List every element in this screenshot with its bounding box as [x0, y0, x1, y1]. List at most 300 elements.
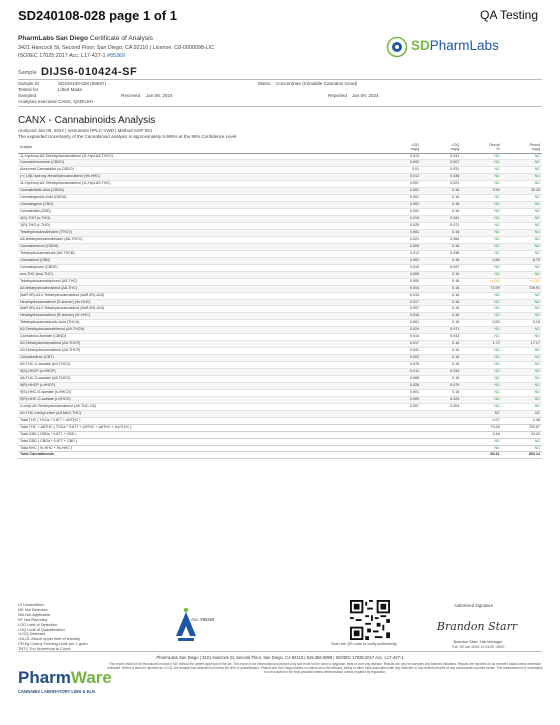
table-row — [18, 167, 542, 174]
cell-result-mg: 17.17 — [502, 341, 542, 348]
cell-lod: 0.013 — [381, 292, 421, 299]
cell-loq: 0.021 — [421, 181, 461, 188]
table-row — [18, 389, 542, 396]
cell-result-mg: ND — [502, 327, 542, 334]
pharmware-logo — [18, 668, 112, 688]
cell-result-pct: ND — [461, 396, 501, 403]
total-mg: 2.46 — [502, 417, 542, 424]
cell-loq: 0.031 — [421, 167, 461, 174]
cell-loq: 0.071 — [421, 327, 461, 334]
cell-loq: 0.036 — [421, 174, 461, 181]
signature — [432, 610, 522, 640]
cell-result-pct: ND — [461, 160, 501, 167]
cell-result-pct: ND — [461, 369, 501, 376]
cell-analyte: 11-Hydroxy-Δ9-Tetrahydrocannabinol (11-Hyd-Δ9-THC) — [18, 181, 381, 188]
accreditation-number: Acc. #85369 — [191, 617, 215, 622]
cell-analyte: Cannabichromene (CBDO) — [18, 160, 381, 167]
cell-result-pct: ND — [461, 209, 501, 216]
table-row — [18, 153, 542, 160]
cell-result-pct: 73.99 — [461, 285, 501, 292]
report-id: SD240108-028 page 1 of 1 — [18, 8, 177, 23]
cell-loq: 0.16 — [421, 341, 461, 348]
cell-analyte: Δ9-THC-O-acetate (Δ9-THCO) — [18, 362, 381, 369]
table-row — [18, 223, 542, 230]
cell-result-pct: ND — [461, 167, 501, 174]
footer-address: PharmLabs San Diego | 3421 Hancock St, Second Floor, San Diego, CA 92110 | 619.356.0899 | ISO/IEC 17025:2017 Acc. L17-427-1 — [156, 655, 404, 660]
cell-loq: 0.204 — [421, 403, 461, 410]
table-row — [18, 257, 542, 264]
cell-loq: 0.041 — [421, 153, 461, 160]
cell-lod: 0.067 — [381, 403, 421, 410]
cell-loq: 0.16 — [421, 243, 461, 250]
signature-script: Brandon Starr — [436, 620, 518, 633]
cell-analyte: Cannabicitran (CBT) — [18, 355, 381, 362]
cell-loq: 0.16 — [421, 348, 461, 355]
total-label: Total HHC ( 9r-HHC + 9s-HHC ) — [18, 445, 381, 452]
cell-loq: 0.16 — [421, 389, 461, 396]
table-row — [18, 209, 542, 216]
cell-result-mg: ND — [502, 167, 542, 174]
cell-analyte: Hexahydrocannabinol (S-isomer) (9s-HHC) — [18, 299, 381, 306]
cell-result-pct: ND — [461, 355, 501, 362]
cell-result-pct: ND — [461, 299, 501, 306]
cell-loq: 0.16 — [421, 313, 461, 320]
cell-analyte: Tetrahydrocannabivarin (THCV) — [18, 229, 381, 236]
cell-loq: 0.16 — [421, 188, 461, 195]
cell-analyte: Cannabidiolic Acid (CBDA) — [18, 188, 381, 195]
brand-part-b: Ware — [70, 668, 112, 687]
totals-row — [18, 438, 542, 445]
table-row — [18, 362, 542, 369]
cell-loq: 0.16 — [421, 299, 461, 306]
cell-result-mg: ND — [502, 355, 542, 362]
footer-divider — [18, 651, 542, 652]
header-result-pct: Result % — [461, 142, 501, 153]
empty-cell — [421, 424, 461, 431]
cell-lod: 0.001 — [381, 257, 421, 264]
empty-cell — [381, 431, 421, 438]
table-row — [18, 243, 542, 250]
cell-lod: 0.001 — [381, 229, 421, 236]
tested-for-value: Lifted Made — [58, 87, 83, 92]
total-label: Total THC + Δ8THC ( THCa * 0.877 + Δ9THC + Δ8THC + Δ10THC ) — [18, 424, 381, 431]
cell-result-mg: 739.91 — [502, 285, 542, 292]
totals-row — [18, 431, 542, 438]
cell-lod: 0.009 — [381, 396, 421, 403]
totals-row — [18, 424, 542, 431]
lab-name-text: PharmLabs San Diego — [18, 35, 88, 42]
cell-result-mg: 5.18 — [502, 320, 542, 327]
analysis-title: CANX - Cannabinoids Analysis — [18, 115, 156, 126]
qr-code-icon[interactable] — [350, 600, 390, 640]
cell-analyte: Δ8-tetrahydrocannabivarin (Δ8-THCV) — [18, 236, 381, 243]
cell-analyte: Cannabinol Acetate (CBND) — [18, 334, 381, 341]
table-row — [18, 382, 542, 389]
received-value: Jan 08, 2024 — [146, 93, 173, 98]
cell-analyte: Hexahydrocannabinol (R-isomer) (9r-HHC) — [18, 313, 381, 320]
cell-analyte: 3-octyl-Δ9-Tetrahydrocannabinol (Δ9-THC-C8) — [18, 403, 381, 410]
cell-analyte: 9(S)-HHCP (s-HHCP) — [18, 369, 381, 376]
abbreviation-legend — [18, 603, 88, 652]
cell-loq: 0.007 — [421, 160, 461, 167]
cell-analyte: 11-Hydroxy-Δ9-Tetrahydrocannabinol (11-Hyd-Δ9-THCV) — [18, 153, 381, 160]
cell-lod: 0.01 — [381, 167, 421, 174]
cell-loq: 0.041 — [421, 216, 461, 223]
cell-lod: 0.001 — [381, 195, 421, 202]
results-body — [18, 153, 542, 417]
sampled-value: - — [58, 93, 60, 98]
cell-result-pct: ND — [461, 362, 501, 369]
cell-loq: 0.043 — [421, 334, 461, 341]
cell-result-mg: ND — [502, 195, 542, 202]
cell-result-pct: ND — [461, 181, 501, 188]
cell-result-mg: ND — [502, 229, 542, 236]
cell-result-mg: ND — [502, 334, 542, 341]
empty-cell — [421, 438, 461, 445]
legend-item: ND Not Detected — [18, 606, 48, 612]
cell-analyte: Tetrahydrocannabinolic Acid (THCA) — [18, 320, 381, 327]
header-analyte: Analyte — [18, 142, 381, 153]
legend-item: <LOQ Detected — [18, 631, 46, 637]
pharmware-tagline: CANNABIS LABORATORY LIMS & ELN — [18, 689, 96, 694]
total-pct: 0.27 — [461, 417, 501, 424]
lab-accreditation — [18, 53, 125, 59]
table-row — [18, 403, 542, 410]
signature-label: Authorized Signature — [454, 603, 494, 608]
table-row — [18, 292, 542, 299]
total-pct: 79.26 — [461, 424, 501, 431]
cell-analyte: Δ8-THC-O-acetate (Δ8-THCO) — [18, 376, 381, 383]
cell-analyte: Tetrahydrocannabiphorol (Δ9-THC) — [18, 278, 381, 285]
cell-loq: 0.079 — [421, 382, 461, 389]
cell-result-pct: ND — [461, 202, 501, 209]
cell-loq: 0.16 — [421, 355, 461, 362]
cell-result-mg: ND — [502, 160, 542, 167]
cell-lod: 0.014 — [381, 334, 421, 341]
cell-analyte: Δ9-THC-methyl-ether (Δ9-MeO-THC) — [18, 410, 381, 417]
table-row — [18, 334, 542, 341]
cell-result-pct: ND — [461, 389, 501, 396]
cell-loq: 0.064 — [421, 236, 461, 243]
header-loq: LOQ mg/g — [421, 142, 461, 153]
cell-lod: 0.076 — [381, 362, 421, 369]
cell-result-pct: ND — [461, 292, 501, 299]
cell-result-pct: ND — [461, 306, 501, 313]
signature-date: Tue, 09 Jan 2024 11:04:05 -0800 — [451, 645, 505, 649]
legend-item: NT Not Reported — [18, 616, 48, 622]
cell-result-mg: ND — [502, 396, 542, 403]
empty-cell — [421, 445, 461, 452]
cell-analyte: Abnormal Cannabidiol (a-CBDO) — [18, 167, 381, 174]
cell-result-pct: ND — [461, 327, 501, 334]
cell-analyte: 1(S)-THO (s-THO) — [18, 216, 381, 223]
cell-result-pct: ND — [461, 264, 501, 271]
cell-result-mg: ND — [502, 264, 542, 271]
cell-lod: 0.066 — [381, 376, 421, 383]
total-label: Total CBD ( CBDa * 0.877 + CBD ) — [18, 431, 381, 438]
cell-lod: 0.000 — [381, 278, 421, 285]
table-row — [18, 250, 542, 257]
cell-result-mg: ND — [502, 376, 542, 383]
cell-lod: 0.001 — [381, 209, 421, 216]
legend-item: UI Unidentified — [18, 602, 44, 607]
sample-id: DIJS6-010424-SF — [41, 66, 138, 78]
cell-analyte: Δ8-tetrahydrocannabinol (Δ8-THC) — [18, 285, 381, 292]
totals-row — [18, 452, 542, 459]
tested-for-label: Tested for — [18, 87, 39, 92]
cell-result-pct: ND — [461, 334, 501, 341]
empty-cell — [421, 417, 461, 424]
iso-text: ISO/IEC 17025:2017 Acc. L17-427-1 # — [18, 53, 111, 59]
total-mg: ND — [502, 438, 542, 445]
sampled-label: Sampled — [18, 93, 37, 98]
cell-result-mg: ND — [502, 250, 542, 257]
signatory-name: Brandon Starr, Lab Manager — [453, 639, 503, 644]
total-pct: 85.31 — [461, 452, 501, 459]
table-row — [18, 160, 542, 167]
lab-name — [18, 35, 153, 42]
cell-analyte: 9(S)-HHC-O-acetate (s-HHCO) — [18, 389, 381, 396]
cell-result-pct: NT — [461, 410, 501, 417]
results-totals — [18, 417, 542, 459]
cell-loq: 0.073 — [421, 223, 461, 230]
table-row — [18, 236, 542, 243]
empty-cell — [421, 452, 461, 459]
cell-loq: 0.034 — [421, 369, 461, 376]
divider — [18, 106, 542, 107]
table-row — [18, 202, 542, 209]
cell-result-mg: ND — [502, 382, 542, 389]
table-row — [18, 278, 542, 285]
cell-loq: 0.16 — [421, 209, 461, 216]
brand-part-a: Pharm — [18, 668, 71, 687]
cell-lod: 0.001 — [381, 188, 421, 195]
cell-lod: 0.013 — [381, 216, 421, 223]
cell-lod: 0.005 — [381, 271, 421, 278]
results-table — [18, 142, 542, 459]
cell-analyte: Cannabigerolic Acid (CBGA) — [18, 195, 381, 202]
empty-cell — [381, 417, 421, 424]
sample-id-label: Sample ID — [18, 81, 40, 86]
total-label: Total Cannabinoids — [18, 452, 381, 459]
cell-analyte: Δ9-Tetrahydrocannabihexol (Δ9-THCH) — [18, 327, 381, 334]
cell-result-pct: ND — [461, 229, 501, 236]
cell-result-pct: ND — [461, 153, 501, 160]
total-pct: ND — [461, 445, 501, 452]
cell-result-mg: ND — [502, 202, 542, 209]
cell-lod: 0.041 — [381, 348, 421, 355]
cell-analyte: 9(R)-HHCP (r-HHCP) — [18, 382, 381, 389]
reported-value: Jan 09, 2024 — [352, 93, 379, 98]
analysis-uncertainty: The expanded Uncertainty of the Cannabinoid analysis is approximately 6.906% at the 95% Confidence Level — [18, 134, 237, 139]
cell-analyte: 1(R)-THO (r-THO) — [18, 223, 381, 230]
results-header-row — [18, 142, 542, 153]
analyses-value: CANX, QARUSH — [58, 99, 93, 104]
cell-lod: 0.005 — [381, 243, 421, 250]
cell-result-mg: ND — [502, 236, 542, 243]
empty-cell — [381, 445, 421, 452]
header-result-mg: Result mg/g — [502, 142, 542, 153]
reported-label: Reported — [328, 93, 347, 98]
cell-result-pct: 1.72 — [461, 341, 501, 348]
cell-result-mg: ND — [502, 369, 542, 376]
coa-label: Certificate of Analysis — [89, 35, 153, 42]
cell-loq: 0.16 — [421, 271, 461, 278]
program-label: QA Testing — [480, 8, 538, 22]
table-row — [18, 195, 542, 202]
cell-loq: 0.16 — [421, 285, 461, 292]
cell-lod: 0.025 — [381, 223, 421, 230]
empty-cell — [381, 424, 421, 431]
cell-lod: 0.012 — [381, 174, 421, 181]
cell-analyte: (6aR,9R)-Δ10-Tetrahydrocannabinol (6aR,9R)-Δ10) — [18, 292, 381, 299]
cell-loq — [421, 410, 461, 417]
table-row — [18, 396, 542, 403]
table-row — [18, 348, 542, 355]
cell-result-pct: ND — [461, 195, 501, 202]
cell-analyte: Cannabichenol (CBDH) — [18, 243, 381, 250]
cell-loq: 0.16 — [421, 320, 461, 327]
table-row — [18, 264, 542, 271]
total-pct: 3.46 — [461, 431, 501, 438]
cell-result-mg: 39.43 — [502, 188, 542, 195]
cell-analyte: 9(R)-HHC-O-acetate (r-HHCO) — [18, 396, 381, 403]
total-label: Total CBG ( CBGa * 0.877 + CBG ) — [18, 438, 381, 445]
cell-analyte: (+/-)-9β-hydroxy-Hexahydrocannabinol (9b-HHC) — [18, 174, 381, 181]
cell-loq: 0.16 — [421, 257, 461, 264]
cell-loq: 0.16 — [421, 195, 461, 202]
cell-result-pct: 3.90 — [461, 188, 501, 195]
cell-result-mg: NT — [502, 410, 542, 417]
cell-result-mg: <LOQ — [502, 278, 542, 285]
cell-lod: 0.016 — [381, 313, 421, 320]
cell-lod: 0.013 — [381, 250, 421, 257]
logo-prefix: SD — [411, 38, 430, 53]
cell-lod: 0.026 — [381, 382, 421, 389]
analyses-label: Analyses executed — [18, 99, 57, 104]
matrix-value: Concentrate (Inhalable Cannabis Good) — [276, 81, 358, 86]
table-row — [18, 369, 542, 376]
legend-item: TNTC Too Numerous to Count — [18, 646, 71, 652]
cell-loq: 0.16 — [421, 362, 461, 369]
total-mg: 853.14 — [502, 452, 542, 459]
cell-analyte: (6aR,9R)-Δ10-Tetrahydrocannabinol (6aR,9R)-Δ10) — [18, 306, 381, 313]
disclaimer: This report shall not be reproduced except in full, without the written approval of the lab. This report is for informational purposes only and must not be used to diagnose, treat or cure any disease. Results are only for samples and batches indicated. Results are reported on as received basis unless otherwise indicated. Where a result is reported as <LOQ, the analyte was detected but below the limit of quantification. PharmLabs San Diego makes no claims as to the efficacy, safety or other risks associated with any detected or non-detected levels of any compounds reported herein. The measurement of uncertainty is not included in the final pass/fail criteria determination unless required by regulation. — [107, 662, 543, 674]
cell-result-pct: ND — [461, 348, 501, 355]
total-label: Total THC ( THCa * 0.877 + Δ9THC ) — [18, 417, 381, 424]
cell-result-pct: ND — [461, 382, 501, 389]
cell-analyte: Cannabidiol (CBD) — [18, 209, 381, 216]
analysis-info: Analyzed Jan 09, 2024 | Instrument HPLC-VWD | Method SOP-001 — [18, 128, 153, 133]
empty-cell — [381, 452, 421, 459]
cell-lod: 0.007 — [381, 181, 421, 188]
legend-item: CFU/g Colony Forming Units per 1 gram — [18, 641, 88, 647]
sample-label: Sample — [18, 70, 37, 76]
lab-address: 3421 Hancock St, Second Floor, San Diego, CA 92110 | License: C8-0000098-LIC — [18, 45, 215, 51]
table-row — [18, 271, 542, 278]
total-mg: 792.57 — [502, 424, 542, 431]
empty-cell — [421, 431, 461, 438]
cell-lod: 0.015 — [381, 264, 421, 271]
cell-result-pct: ND — [461, 313, 501, 320]
cell-loq: 0.047 — [421, 264, 461, 271]
cell-lod — [381, 410, 421, 417]
iso-link[interactable]: 85369 — [110, 53, 126, 59]
cell-result-pct: 0.53 — [461, 320, 501, 327]
cell-result-pct: ND — [461, 271, 501, 278]
cell-result-mg: ND — [502, 181, 542, 188]
totals-row — [18, 417, 542, 424]
cell-lod: 0.002 — [381, 160, 421, 167]
cell-lod: 0.004 — [381, 285, 421, 292]
cell-loq: 0.16 — [421, 376, 461, 383]
cell-loq: 0.16 — [421, 306, 461, 313]
table-row — [18, 320, 542, 327]
cell-result-pct: ND — [461, 236, 501, 243]
cell-lod: 0.001 — [381, 389, 421, 396]
table-row — [18, 341, 542, 348]
sample-id-value: SD240108-028 (89847) — [58, 81, 107, 86]
cell-result-pct: ND — [461, 376, 501, 383]
cell-result-mg: ND — [502, 306, 542, 313]
cell-result-mg: ND — [502, 313, 542, 320]
table-row — [18, 410, 542, 417]
total-pct: ND — [461, 438, 501, 445]
table-row — [18, 216, 542, 223]
cell-lod: 0.013 — [381, 153, 421, 160]
cell-lod: 0.021 — [381, 236, 421, 243]
logo-wordmark — [411, 38, 499, 53]
cell-result-mg: ND — [502, 403, 542, 410]
cell-analyte: Tetrahydrocannabutol (Δ9-THCB) — [18, 250, 381, 257]
table-row — [18, 299, 542, 306]
cell-analyte: Δ9-Tetrahydrocannabinol (Δ9-THCP) — [18, 341, 381, 348]
totals-row — [18, 445, 542, 452]
table-row — [18, 306, 542, 313]
legend-item: N/A Not Applicable — [18, 611, 51, 617]
cell-result-pct: ND — [461, 174, 501, 181]
table-row — [18, 181, 542, 188]
cell-lod: 0.017 — [381, 341, 421, 348]
total-mg: ND — [502, 445, 542, 452]
cell-lod: 0.017 — [381, 299, 421, 306]
divider — [18, 79, 542, 80]
cell-result-pct: <LOQ — [461, 278, 501, 285]
empty-cell — [381, 438, 421, 445]
cell-result-pct: ND — [461, 216, 501, 223]
table-row — [18, 188, 542, 195]
cell-loq: 0.16 — [421, 229, 461, 236]
cell-result-mg: ND — [502, 389, 542, 396]
cell-loq: 0.16 — [421, 292, 461, 299]
cell-lod: 0.001 — [381, 202, 421, 209]
legend-item: LOD Limit of Detection — [18, 621, 58, 627]
cell-analyte: Cannabiphorol (CBDP) — [18, 264, 381, 271]
qr-caption: Scan the QR code to verify authenticity. — [331, 642, 398, 646]
cell-result-mg: ND — [502, 299, 542, 306]
cell-lod: 0.007 — [381, 306, 421, 313]
cell-result-mg: ND — [502, 174, 542, 181]
received-label: Received — [121, 93, 141, 98]
cell-result-pct: ND — [461, 223, 501, 230]
legend-item: >ULOL Above upper limit of linearity — [18, 636, 81, 642]
cell-result-pct: ND — [461, 403, 501, 410]
table-row — [18, 376, 542, 383]
cell-result-mg: ND — [502, 348, 542, 355]
cell-result-mg: ND — [502, 153, 542, 160]
table-row — [18, 229, 542, 236]
cell-lod: 0.001 — [381, 320, 421, 327]
